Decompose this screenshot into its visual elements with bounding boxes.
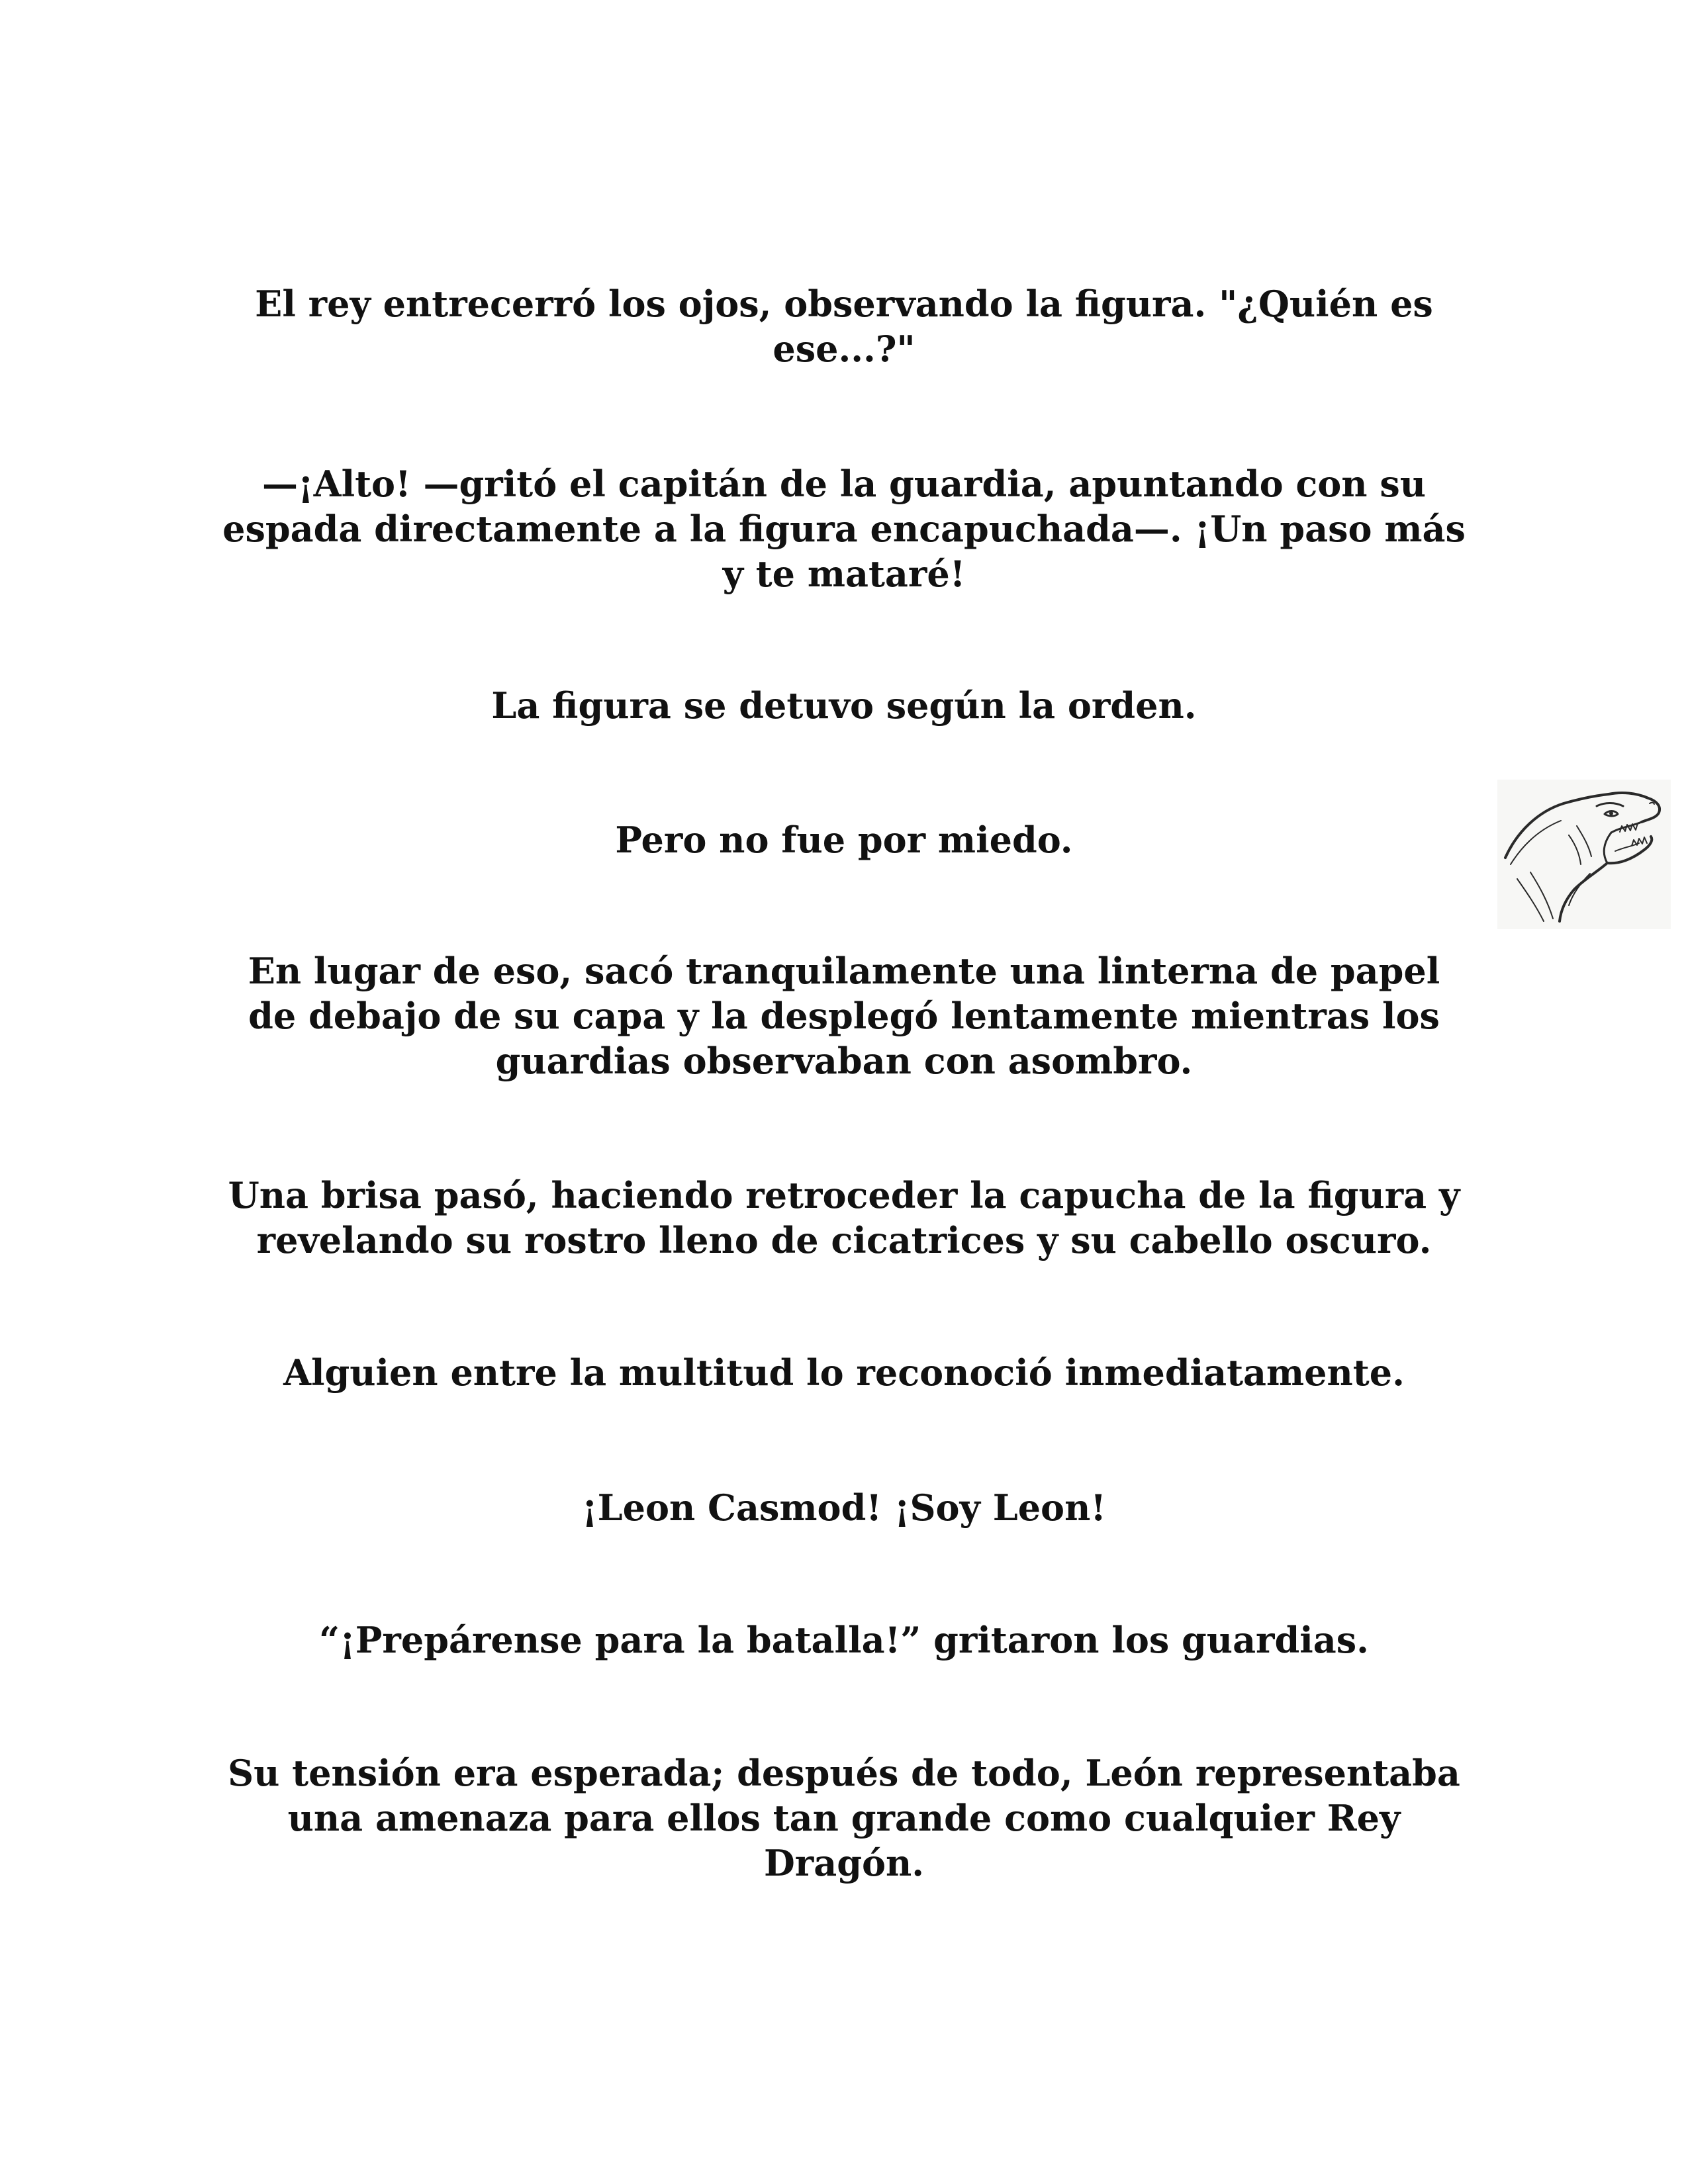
paragraph-king-observes: El rey entrecerró los ojos, observando la figura. "¿Quién es ese...?" bbox=[255, 283, 1433, 370]
paragraph-breeze-reveals: Una brisa pasó, haciendo retroceder la capucha de la figura y revelando su rostro lleno de cicatrices y su cabello oscuro. bbox=[228, 1174, 1460, 1261]
paragraph-recognized: Alguien entre la multitud lo reconoció inmediatamente. bbox=[283, 1351, 1405, 1394]
paragraph-prepare-battle: “¡Prepárense para la batalla!” gritaron los guardias. bbox=[319, 1619, 1369, 1661]
paragraph-captain-shouts: —¡Alto! —gritó el capitán de la guardia, apuntando con su espada directamente a la figura encapuchada—. ¡Un paso más y te mataré! bbox=[222, 463, 1466, 595]
dinosaur-sketch-icon bbox=[1497, 780, 1671, 929]
paragraph-leon-casmod: ¡Leon Casmod! ¡Soy Leon! bbox=[581, 1486, 1107, 1529]
paragraph-not-fear: Pero no fue por miedo. bbox=[615, 819, 1073, 861]
paragraph-figure-stops: La figura se detuvo según la orden. bbox=[491, 684, 1197, 727]
paragraph-tension-expected: Su tensión era esperada; después de todo, León representaba una amenaza para ellos tan grande como cualquier Rey Dragón. bbox=[228, 1752, 1460, 1884]
paragraph-paper-lantern: En lugar de eso, sacó tranquilamente una linterna de papel de debajo de su capa y la desplegó lentamente mientras los guardias observaban con asombro. bbox=[248, 950, 1440, 1082]
